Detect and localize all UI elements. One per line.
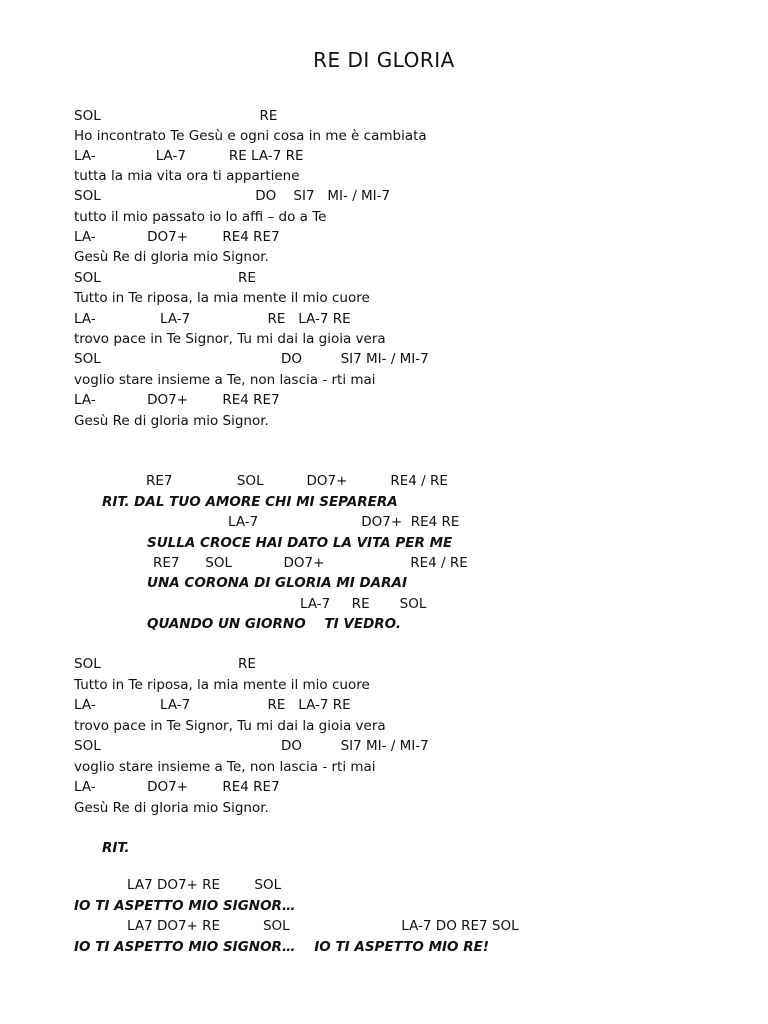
ending-line: IO TI ASPETTO MIO SIGNOR… — [74, 898, 296, 914]
lyric-line: Gesù Re di gloria mio Signor. — [74, 800, 269, 816]
chord-line: LA7 DO7+ RE SOL — [127, 877, 282, 893]
chord-line: LA- LA-7 RE LA-7 RE — [74, 697, 351, 713]
chord-line: LA-7 RE SOL — [300, 596, 427, 612]
lyric-line: trovo pace in Te Signor, Tu mi dai la gioia vera — [74, 331, 386, 347]
lyric-line: Ho incontrato Te Gesù e ogni cosa in me è cambiata — [74, 128, 427, 144]
lyric-line: voglio stare insieme a Te, non lascia - rti mai — [74, 759, 376, 775]
chord-line: SOL DO SI7 MI- / MI-7 — [74, 738, 429, 754]
chord-line: SOL DO SI7 MI- / MI-7 — [74, 351, 429, 367]
lyric-line: tutta la mia vita ora ti appartiene — [74, 168, 300, 184]
chord-line: SOL RE — [74, 270, 256, 286]
chord-line: LA- DO7+ RE4 RE7 — [74, 229, 280, 245]
song-title: RE DI GLORIA — [313, 48, 455, 72]
chord-line: SOL DO SI7 MI- / MI-7 — [74, 188, 391, 204]
lyric-line: trovo pace in Te Signor, Tu mi dai la gioia vera — [74, 718, 386, 734]
chorus-line: SULLA CROCE HAI DATO LA VITA PER ME — [147, 535, 453, 551]
lyric-line: tutto il mio passato io lo affi – do a Te — [74, 209, 327, 225]
chorus-line: UNA CORONA DI GLORIA MI DARAI — [147, 575, 407, 591]
chord-line: LA- LA-7 RE LA-7 RE — [74, 148, 304, 164]
chord-line: LA7 DO7+ RE SOL LA-7 DO RE7 SOL — [127, 918, 519, 934]
lyric-line: Gesù Re di gloria mio Signor. — [74, 413, 269, 429]
chord-line: SOL RE — [74, 108, 278, 124]
chord-line: LA-7 DO7+ RE4 RE — [228, 514, 460, 530]
chorus-reference: RIT. — [102, 840, 130, 856]
lyric-line: Tutto in Te riposa, la mia mente il mio cuore — [74, 290, 370, 306]
chord-line: LA- LA-7 RE LA-7 RE — [74, 311, 351, 327]
chorus-line: RIT. DAL TUO AMORE CHI MI SEPARERA — [102, 494, 398, 510]
chord-line: LA- DO7+ RE4 RE7 — [74, 779, 280, 795]
chord-line: RE7 SOL DO7+ RE4 / RE — [146, 473, 448, 489]
lyric-line: Tutto in Te riposa, la mia mente il mio cuore — [74, 677, 370, 693]
chord-line: LA- DO7+ RE4 RE7 — [74, 392, 280, 408]
lyric-line: voglio stare insieme a Te, non lascia - rti mai — [74, 372, 376, 388]
chorus-line: QUANDO UN GIORNO TI VEDRO. — [147, 616, 401, 632]
lyric-line: Gesù Re di gloria mio Signor. — [74, 249, 269, 265]
chord-line: SOL RE — [74, 656, 256, 672]
chord-line: RE7 SOL DO7+ RE4 / RE — [153, 555, 468, 571]
ending-line: IO TI ASPETTO MIO SIGNOR… IO TI ASPETTO MIO RE! — [74, 939, 489, 955]
